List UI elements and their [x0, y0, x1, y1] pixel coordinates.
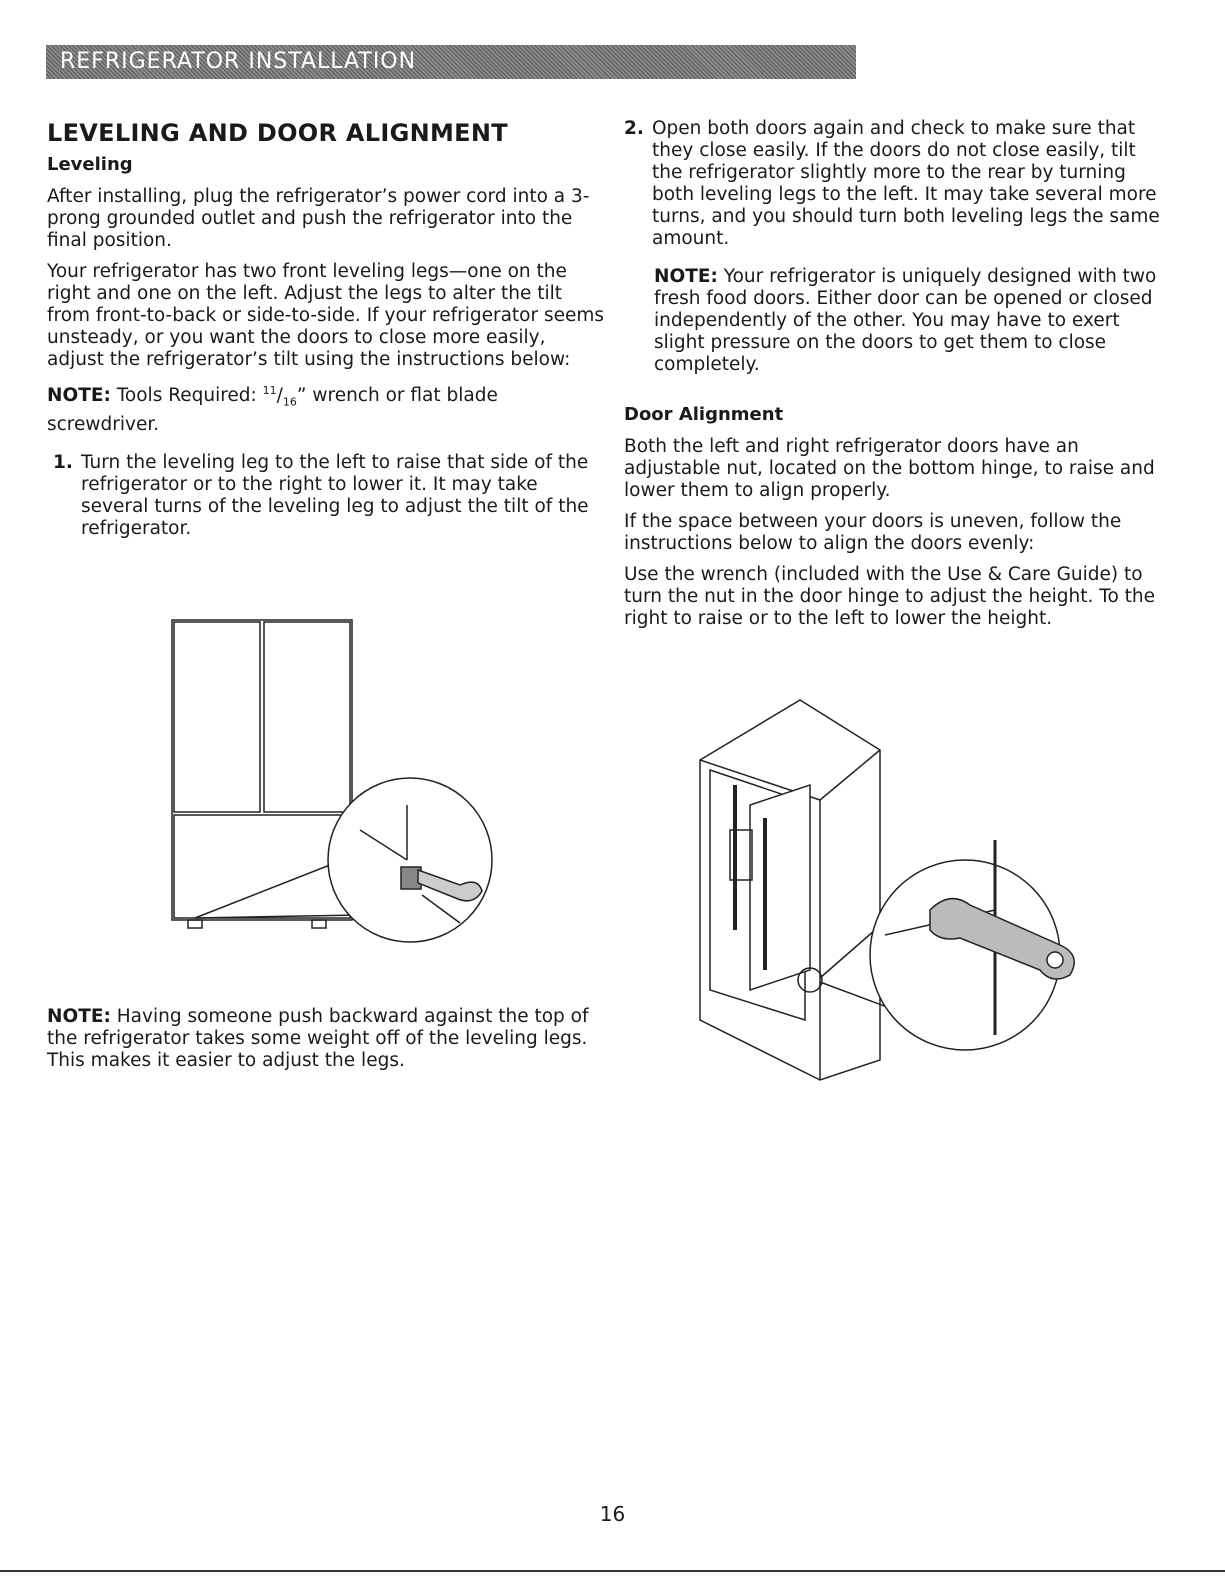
leveling-leg-illustration: [160, 615, 500, 945]
open-right-door: [750, 785, 810, 990]
doors-note: NOTE: Your refrigerator is uniquely designed with two fresh food doors. Either door can be opened or closed independently of the other. You may have to exert slight pressure on the doors to get them to close completely.: [654, 266, 1157, 375]
leveling-paragraph-1: After installing, plug the refrigerator’s power cord into a 3-prong grounded outlet and push the refrigerator into the final position.: [47, 186, 590, 251]
bottom-rule: [0, 1570, 1225, 1572]
left-column: [47, 118, 607, 540]
refrigerator-outline: [172, 620, 352, 920]
note-label: NOTE:: [47, 385, 111, 407]
step-1: 1. Turn the leveling leg to the left to raise that side of the refrigerator or to the right to lower it. It may take several turns of the leveling leg to adjust the tilt of the refrigerator.: [53, 451, 589, 539]
detail-circle: [328, 778, 492, 942]
step-2: 2. Open both doors again and check to make sure that they close easily. If the doors do not close easily, tilt the refrigerator slightly more to the rear by turning both leveling legs to the left. It may take several more turns, and you should turn both leveling legs the same amount.: [624, 118, 1160, 249]
leveling-subtitle: Leveling: [47, 154, 133, 175]
door-alignment-paragraph-3: Use the wrench (included with the Use & Care Guide) to turn the nut in the door hinge to adjust the height. To the right to raise or to the left to lower the height.: [624, 564, 1155, 629]
push-note: NOTE: Having someone push backward against the top of the refrigerator takes some weight off of the leveling legs. This makes it easier to adjust the legs.: [47, 1006, 589, 1071]
right-door: [264, 622, 350, 812]
right-leg: [312, 920, 326, 928]
page-title: LEVELING AND DOOR ALIGNMENT: [47, 119, 508, 147]
leveling-paragraph-2: Your refrigerator has two front leveling legs—one on the right and one on the left. Adjust the legs to alter the tilt from front-to-back or side-to-side. If your refrigerator seems unsteady, or you want the doors to close more easily, adjust the refrigerator’s tilt using the instructions below:: [47, 261, 605, 370]
page-number: 16: [599, 1502, 626, 1526]
door-alignment-paragraph-1: Both the left and right refrigerator doors have an adjustable nut, located on the bottom hinge, to raise and lower them to align properly.: [624, 436, 1155, 501]
section-banner: REFRIGERATOR INSTALLATION: [46, 45, 856, 79]
wrench-size-fraction: $^{11}/_{16}$: [262, 384, 297, 409]
left-leg: [188, 920, 202, 928]
door-alignment-paragraph-2: If the space between your doors is uneven, follow the instructions below to align the doors evenly:: [624, 511, 1122, 554]
door-alignment-subtitle: Door Alignment: [624, 404, 784, 425]
door-alignment-illustration: [690, 690, 1100, 1090]
left-door: [174, 622, 260, 812]
freezer-drawer: [174, 815, 350, 918]
tools-note: NOTE: Tools Required: $^{11}/_{16}$” wrench or flat blade screwdriver.: [47, 384, 498, 435]
right-column: [624, 118, 1169, 639]
